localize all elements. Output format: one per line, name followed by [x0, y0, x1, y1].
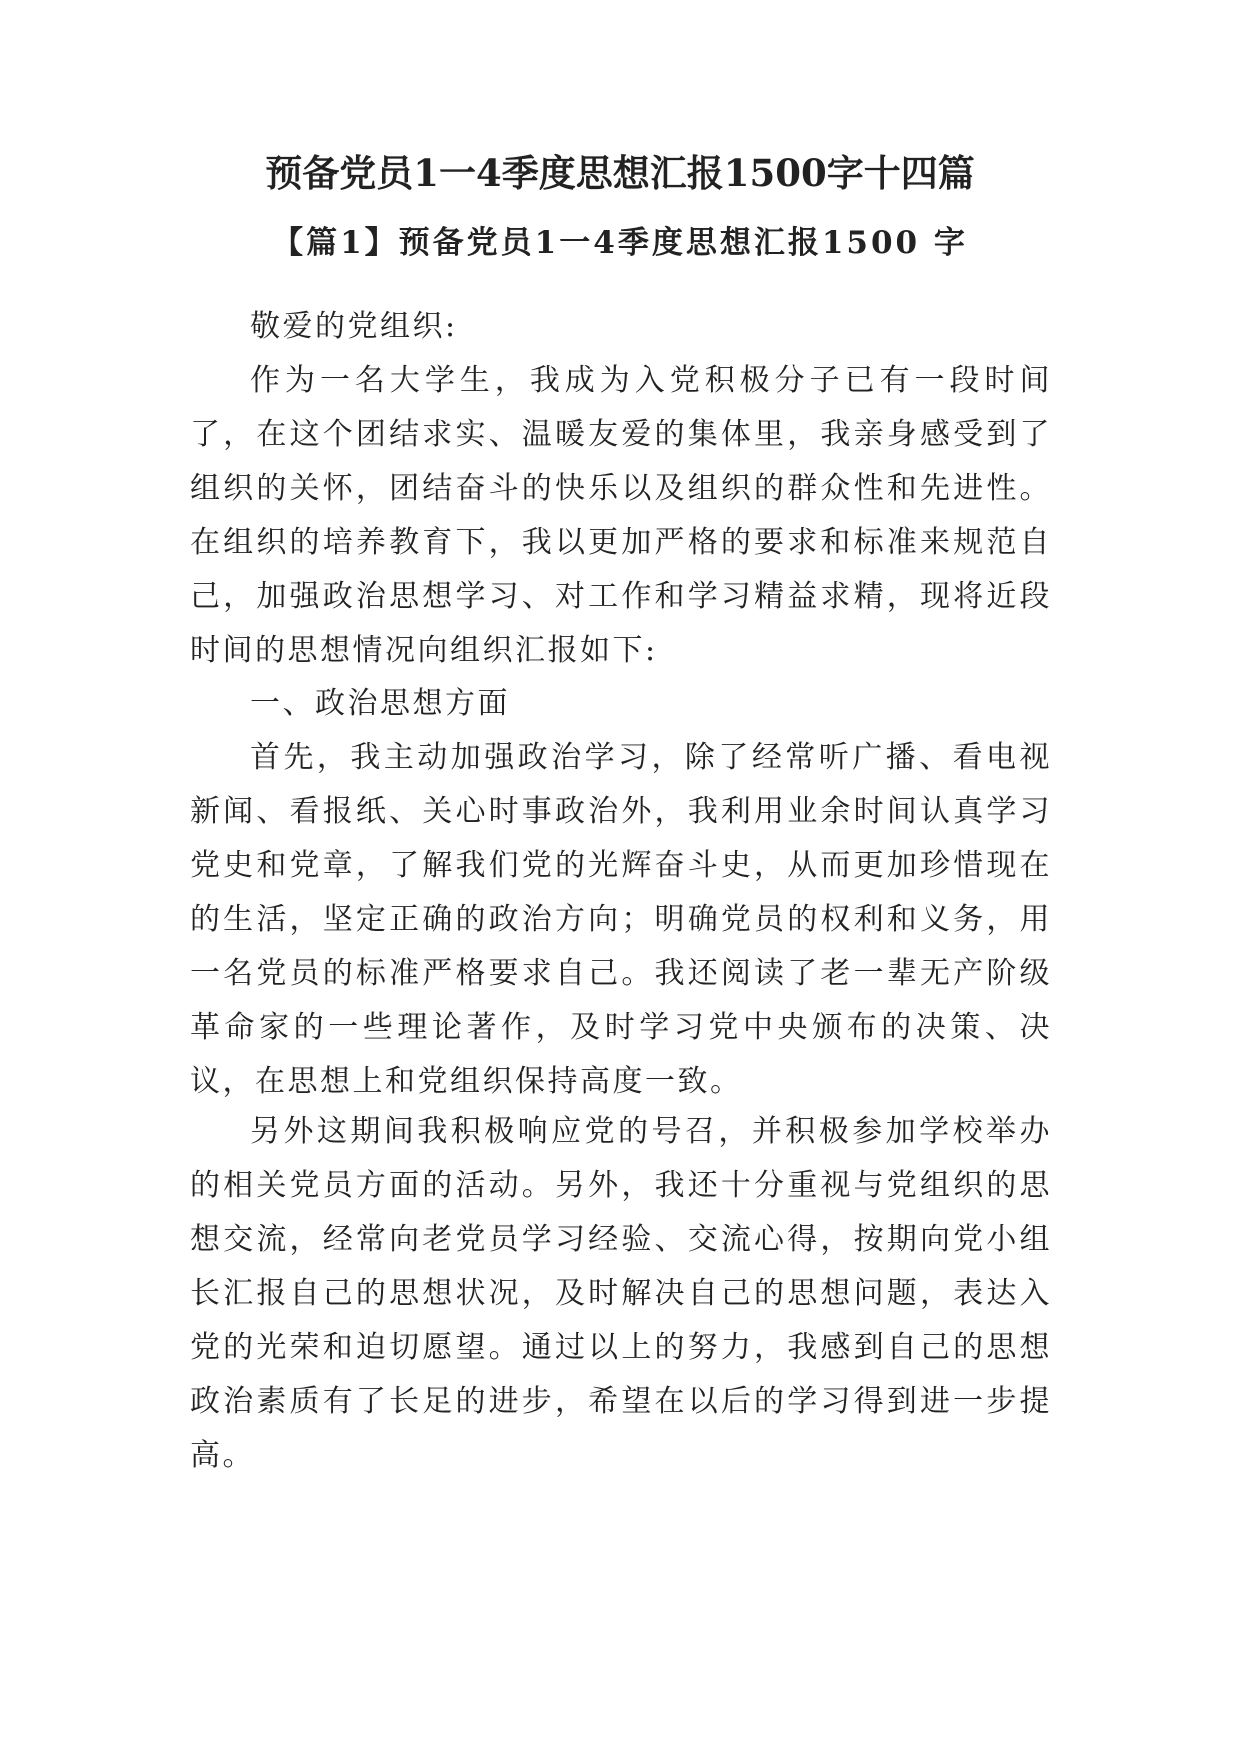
body-paragraph: 作为一名大学生，我成为入党积极分子已有一段时间了，在这个团结求实、温暖友爱的集体里，我亲身感受到了组织的关怀，团结奋斗的快乐以及组织的群众性和先进性。在组织的培养教育下，我以更加严格的要求和标准来规范自己，加强政治思想学习、对工作和学习精益求精，现将近段时间的思想情况向组织汇报如下:	[190, 363, 1052, 668]
body-paragraph: 另外这期间我积极响应党的号召，并积极参加学校举办的相关党员方面的活动。另外，我还十分重视与党组织的思想交流，经常向老党员学习经验、交流心得，按期向党小组长汇报自己的思想状况，及时解决自己的思想问题，表达入党的光荣和迫切愿望。通过以上的努力，我感到自己的思想政治素质有了长足的进步，希望在以后的学习得到进一步提高。	[190, 1114, 1052, 1473]
document-title: 预备党员1一4季度思想汇报1500字十四篇	[265, 151, 975, 195]
salutation: 敬爱的党组织:	[250, 309, 458, 344]
subsection-heading: 一、政治思想方面	[250, 686, 510, 721]
section-heading: 【篇1】预备党员1一4季度思想汇报1500 字	[272, 225, 968, 261]
body-paragraph: 首先，我主动加强政治学习，除了经常听广播、看电视新闻、看报纸、关心时事政治外，我利用业余时间认真学习党史和党章，了解我们党的光辉奋斗史，从而更加珍惜现在的生活，坚定正确的政治方向；明确党员的权利和义务，用一名党员的标准严格要求自己。我还阅读了老一辈无产阶级革命家的一些理论著作，及时学习党中央颁布的决策、决议，在思想上和党组织保持高度一致。	[190, 740, 1052, 1099]
